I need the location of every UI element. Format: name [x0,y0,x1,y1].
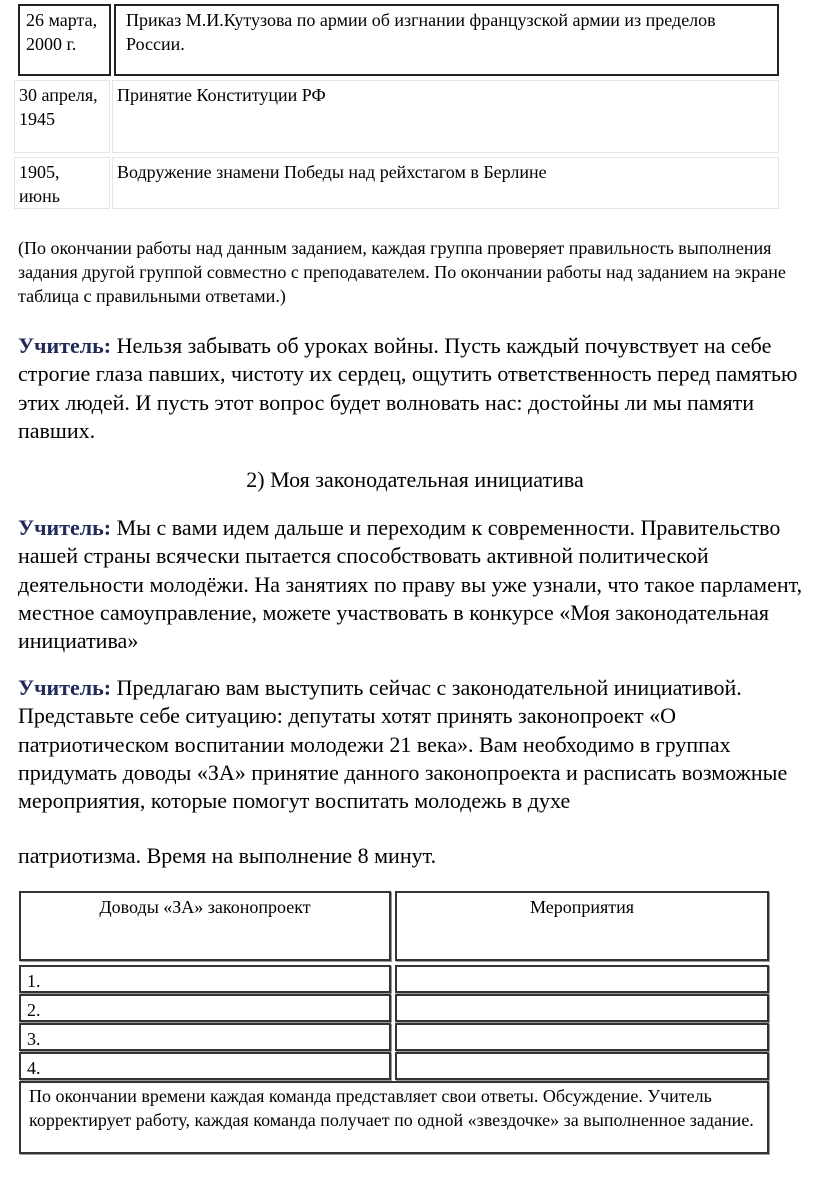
table-header: Доводы «ЗА» законопроект [19,891,391,961]
table-footer: По окончании времени каждая команда представляет свои ответы. Обсуждение. Учитель корректирует работу, каждая команда получает по одной «звездочке» за выполненное задание. [19,1081,769,1154]
paragraph-text: Предлагаю вам выступить сейчас с законодательной инициативой. Представьте себе ситуацию: депутаты хотят принять законопроект «О патриотическом воспитании молодежи 21 века». Вам необходимо в группах придумать доводы «ЗА» принятие данного законопроекта и расписать возможные мероприятия, которые помогут воспитать молодежь в духе [18,675,788,814]
event-cell: Водружение знамени Победы над рейхстагом в Берлине [112,157,779,209]
date-cell: 1905, июнь [14,157,110,209]
date-cell: 26 марта, 2000 г. [18,4,111,76]
table-cell [395,965,769,993]
teacher-paragraph-3 [18,674,813,815]
date-cell: 30 апреля, 1945 [14,80,110,153]
table-cell [395,994,769,1022]
table-row: 2. [19,994,391,1022]
paragraph-end: патриотизма. Время на выполнение 8 минут. [18,843,437,868]
section-heading: 2) Моя законодательная инициатива [246,467,584,492]
teacher-label: Учитель: [18,515,112,540]
teacher-paragraph-2 [18,514,813,655]
table-cell [395,1052,769,1080]
table-row: 4. [19,1052,391,1080]
teacher-paragraph-1 [18,332,813,445]
table-header: Мероприятия [395,891,769,961]
teacher-label: Учитель: [18,333,112,358]
table-row: 3. [19,1023,391,1051]
note-paragraph: (По окончании работы над данным заданием, каждая группа проверяет правильность выполнения задания другой группой совместно с преподавателем. По окончании работы над заданием на экране таблица с правильными ответами.) [18,238,786,306]
event-cell: Приказ М.И.Кутузова по армии об изгнании французской армии из пределов России. [114,4,779,76]
paragraph-text: Нельзя забывать об уроках войны. Пусть каждый почувствует на себе строгие глаза павших, чистоту их сердец, ощутить ответственность перед памятью этих людей. И пусть этот вопрос будет волновать нас: достойны ли мы памяти павших. [18,333,798,443]
table-cell [395,1023,769,1051]
paragraph-text: Мы с вами идем дальше и переходим к современности. Правительство нашей страны всячески пытается способствовать активной политической деятельности молодёжи. На занятиях по праву вы уже узнали, что такое парламент, местное самоуправление, можете участвовать в конкурсе «Моя законодательная инициатива» [18,515,803,654]
teacher-label: Учитель: [18,675,112,700]
table-row: 1. [19,965,391,993]
event-cell: Принятие Конституции РФ [112,80,779,153]
